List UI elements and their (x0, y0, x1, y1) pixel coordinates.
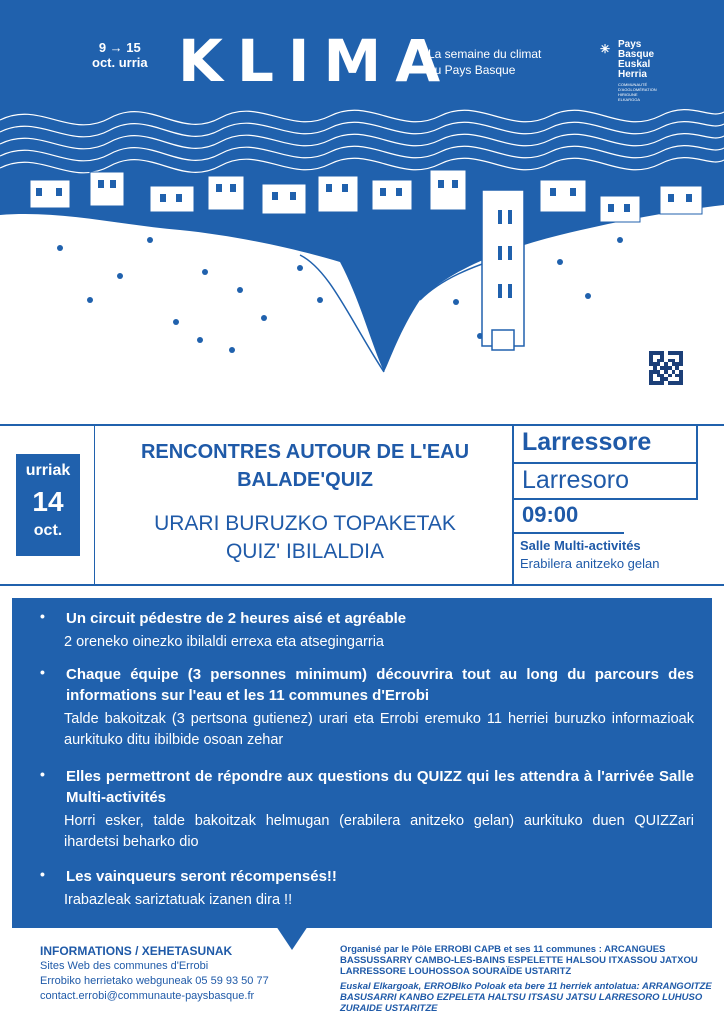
event-title-fr (96, 438, 514, 494)
title-eu-line2: QUIZ' IBILALDIA (225, 540, 385, 563)
klima-logo: KLIMA (178, 27, 455, 95)
tagline (428, 46, 541, 78)
dates-month: oct. urria (92, 55, 148, 70)
event-day-suffix: oct. (33, 522, 63, 539)
partner-line4: Herria (618, 69, 647, 80)
footer-organisers (340, 944, 716, 1014)
bullet-icon: • (40, 766, 45, 782)
detail-item (40, 866, 694, 911)
year-badge: 2023 (646, 252, 688, 294)
detail-fr: Chaque équipe (3 personnes minimum) découvrira tout au long du parcours des informations sur l'eau et les 11 communes d'Errobi (66, 666, 694, 704)
partner-line2: Basque (618, 49, 655, 60)
speech-bubble-tail (276, 926, 308, 950)
title-eu-line1: URARI BURUZKO TOPAKETAK (154, 512, 456, 535)
dates-range: 9 → 15 (98, 40, 141, 55)
info-heading: INFORMATIONS / XEHETASUNAK (40, 944, 233, 958)
star-icon: ✳ (600, 42, 611, 56)
event-day: 14 (32, 486, 64, 517)
detail-eu: Horri esker, talde bakoitzak helmugan (erabilera anitzeko gelan) aurkituko duen QUIZZari ihardetsi beharko dio (64, 813, 694, 850)
event-place-eu: Larresoro (522, 466, 629, 494)
detail-item (40, 766, 694, 853)
detail-item (40, 664, 694, 751)
bullet-icon: • (40, 664, 45, 680)
partner-line1: Pays (618, 39, 642, 50)
partner-line3: Euskal (618, 59, 651, 70)
divider-vertical (512, 426, 514, 584)
event-time: 09:00 (522, 502, 579, 527)
info-phone: Errobiko herrietako webguneak 05 59 93 50 77 (40, 975, 269, 987)
slogan-line2: ura! (657, 323, 692, 343)
free-fr: Gratuit - Tous publics (28, 381, 162, 396)
event-month: urriak (25, 462, 71, 479)
event-title-eu (96, 510, 514, 566)
organised-eu: Euskal Elkargoak, ERROBIko Poloak eta bere 11 herriek antolatua: ARRANGOITZE BASUSARRI KANBO EZPELETA HALTSU ITSASU JATSU LARRESORO LUHUSO ZURAIDE USTARITZE (340, 981, 712, 1014)
event-week-dates (92, 40, 148, 70)
organised-fr: Organisé par le Pôle ERROBI CAPB et ses 11 communes : ARCANGUES BASSUSSARRY CAMBO-LES-BAINS ESPELETTE HALSOU ITXASSOU JATXOU LARRESSORE LOUHOSSOA SOURAÏDE USTARITZ (340, 944, 698, 977)
title-fr-line2: BALADE'QUIZ (237, 469, 373, 491)
divider-horizontal (514, 462, 698, 464)
qr-pattern (649, 351, 683, 385)
divider-vertical (94, 426, 95, 584)
event-date-block (16, 454, 80, 556)
event-venue-eu: Erabilera anitzeko gelan (520, 556, 660, 571)
bullet-icon: • (40, 608, 45, 624)
event-place-fr: Larressore (522, 428, 652, 456)
divider-vertical (696, 426, 698, 498)
qr-code[interactable] (646, 348, 686, 388)
detail-eu: Talde bakoitzak (3 pertsona gutienez) urari eta Errobi eremuko 11 herriei buruzko informazioak aurkituko ditu ibilbide osoan zehar (64, 711, 694, 748)
title-fr-line1: RENCONTRES AUTOUR DE L'EAU (140, 441, 470, 463)
info-websites: Sites Web des communes d'Errobi (40, 960, 209, 972)
free-admission (28, 380, 198, 410)
footer-contact (40, 944, 269, 1004)
divider-horizontal (514, 498, 698, 500)
slogan-line1: l'eau ! (640, 302, 692, 322)
divider-top (0, 424, 724, 426)
details-panel (12, 598, 712, 928)
tagline-line2: au Pays Basque (428, 63, 516, 77)
detail-eu: 2 oreneko oinezko ibilaldi errexa eta atsegingarria (64, 634, 384, 650)
partner-sub2: HIRIGUNE ELKARGOA (618, 92, 641, 102)
event-venue-fr: Salle Multi-activités (520, 538, 641, 553)
detail-fr: Les vainqueurs seront récompensés!! (66, 868, 337, 885)
detail-fr: Elles permettront de répondre aux questions du QUIZZ qui les attendra à l'arrivée Salle Multi-activités (66, 768, 694, 806)
free-eu: Kitorik – Publiko ororentzat (28, 399, 198, 410)
detail-fr: Un circuit pédestre de 2 heures aisé et agréable (66, 610, 407, 627)
detail-eu: Irabazleak sariztatuak izanen dira !! (64, 892, 293, 908)
info-email-link[interactable]: contact.errobi@communaute-paysbasque.fr (40, 990, 255, 1002)
bullet-icon: • (40, 866, 45, 882)
divider-bottom (0, 584, 724, 586)
klima-banner (0, 0, 724, 410)
partner-sub1: COMMUNAUTÉ D'AGGLOMÉRATION (618, 82, 657, 92)
divider-horizontal (514, 532, 624, 534)
detail-item (40, 608, 694, 653)
eau-slogan (634, 302, 692, 344)
tagline-line1: La semaine du climat (428, 47, 542, 61)
